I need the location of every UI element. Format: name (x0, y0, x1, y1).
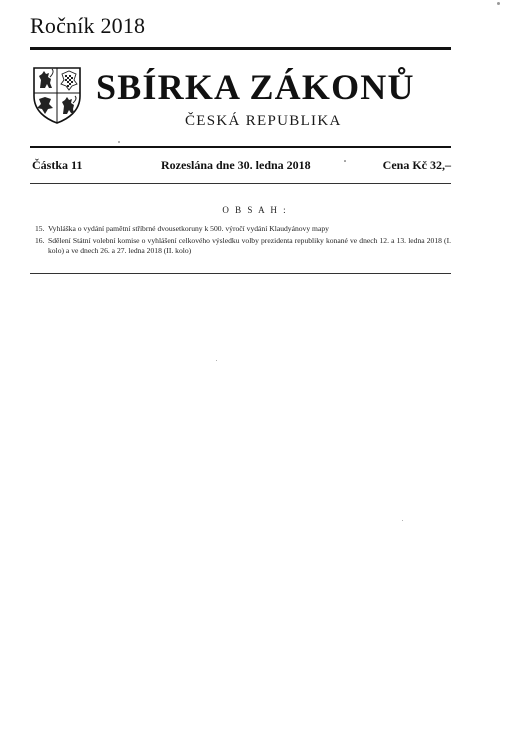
header-bottom-rule (30, 146, 451, 148)
entry-text: Vyhláška o vydání pamětní stříbrné dvousetkoruny k 500. výročí vydání Klaudyánovy mapy (48, 224, 329, 233)
scan-speck (216, 360, 217, 361)
list-item (35, 236, 451, 256)
volume-label: Ročník 2018 (30, 13, 146, 38)
issue-number: Částka 11 (32, 158, 83, 172)
distribution-date: Rozeslána dne 30. ledna 2018 (161, 158, 311, 172)
issue-price: Cena Kč 32,– (382, 158, 451, 172)
list-item (35, 224, 451, 234)
contents-bottom-rule (30, 273, 451, 274)
contents-list (35, 224, 451, 258)
scan-speck (118, 141, 120, 143)
entry-number: 15. (35, 224, 45, 233)
scan-speck (402, 520, 403, 521)
gazette-title: SBÍRKA ZÁKONŮ (96, 67, 415, 107)
issue-info-bar (30, 158, 451, 176)
top-rule (30, 47, 451, 50)
entry-text: Sdělení Státní volební komise o vyhlášení celkového výsledku volby prezidenta republiky konané ve dnech 12. a 13. ledna 2018 (I. kolo) a ve dnech 26. a 27. ledna 2018 (II. kolo) (48, 236, 451, 255)
gazette-subtitle: ČESKÁ REPUBLIKA (185, 113, 342, 129)
info-bottom-rule (30, 183, 451, 184)
contents-heading: O B S A H : (222, 205, 288, 215)
coat-of-arms-icon (32, 66, 82, 124)
scan-speck (497, 2, 500, 5)
entry-number: 16. (35, 236, 45, 245)
scan-speck (344, 160, 346, 162)
